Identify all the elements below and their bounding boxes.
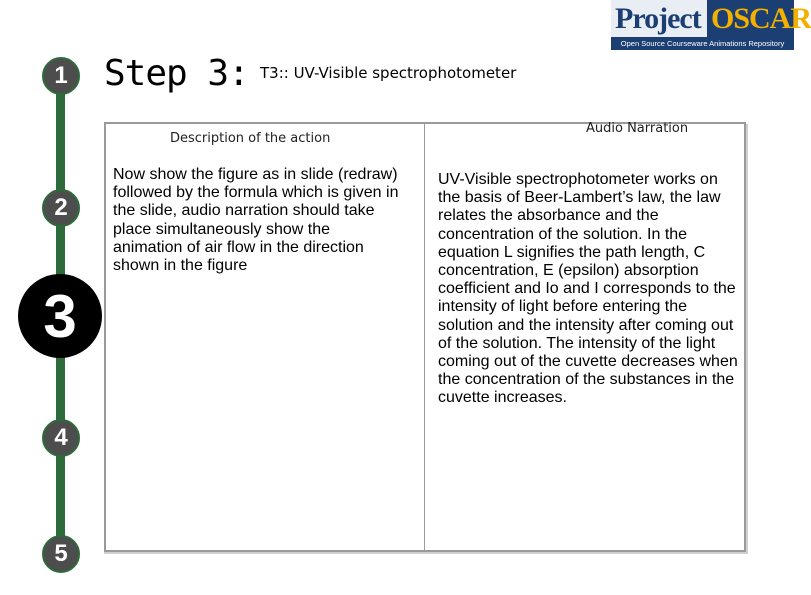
step-3-circle-active[interactable]: 3 [18,274,102,358]
logo-word-oscar: OSCAR [707,0,794,37]
step-2-circle[interactable]: 2 [42,189,80,227]
audio-narration-text: UV-Visible spectrophotometer works on the basis of Beer-Lambert’s law, the law relates the absorbance and the concentration of the solution. In the equation L signifies the path length, C concentration, E (epsilon) absorption coefficient and Io and I corresponds to the intensity of light before entering the solution and the intensity after coming out of the solution. The intensity of the light coming out of the cuvette decreases when the concentration of the substances in the cuvette increases. [438,171,738,407]
step-1-circle[interactable]: 1 [42,57,80,95]
step-4-circle[interactable]: 4 [42,419,80,457]
logo-tagline: Open Source Courseware Animations Repository [611,37,794,50]
logo-word-project: Project [611,0,707,37]
column-divider [424,122,425,552]
project-oscar-logo [611,0,811,50]
audio-narration-header: Audio Narration [586,121,689,136]
step-5-circle[interactable]: 5 [42,535,80,573]
description-text: Now show the figure as in slide (redraw) followed by the formula which is given in the slide, audio narration should take place simultaneously show the animation of air flow in the direction shown in the figure [113,166,399,275]
step-title: Step 3: [104,53,249,94]
description-header: Description of the action [170,131,331,146]
step-subtitle: T3:: UV-Visible spectrophotometer [260,64,517,82]
